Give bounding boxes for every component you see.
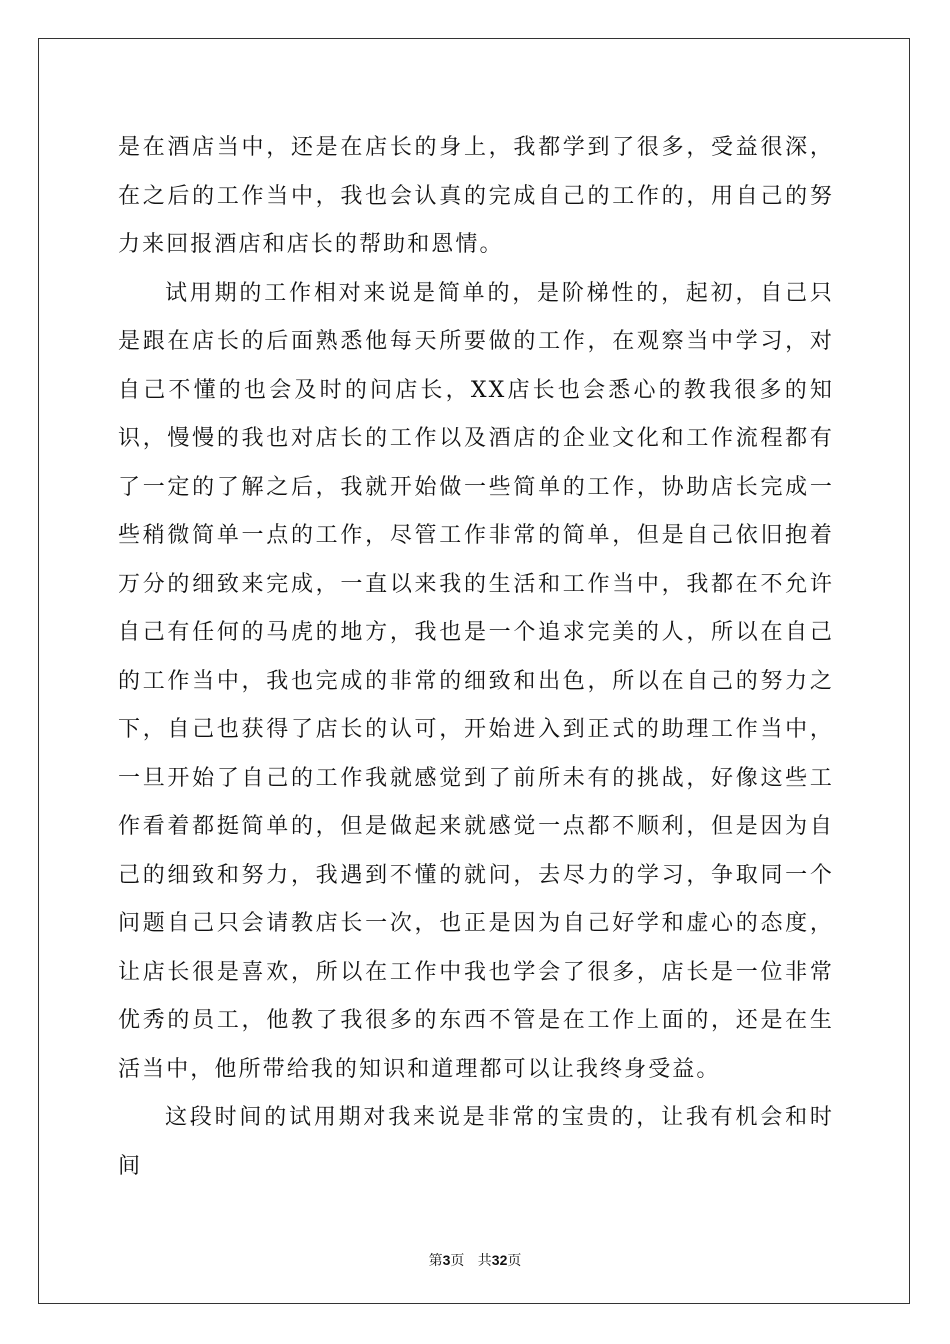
- document-body: [118, 124, 834, 1191]
- page-prefix: 第: [428, 1253, 443, 1269]
- paragraph-3: 这段时间的试用期对我来说是非常的宝贵的，让我有机会和时间: [118, 1105, 834, 1179]
- total-suffix: 页: [507, 1253, 522, 1269]
- page-footer: [0, 1250, 950, 1270]
- page-suffix: 页: [450, 1253, 465, 1269]
- paragraph-2: 试用期的工作相对来说是简单的，是阶梯性的，起初，自己只是跟在店长的后面熟悉他每天所要做的工作，在观察当中学习，对自己不懂的也会及时的问店长，XX店长也会悉心的教我很多的知识，慢慢的我也对店长的工作以及酒店的企业文化和工作流程都有了一定的了解之后，我就开始做一些简单的工作，协助店长完成一些稍微简单一点的工作，尽管工作非常的简单，但是自己依旧抱着万分的细致来完成，一直以来我的生活和工作当中，我都在不允许自己有任何的马虎的地方，我也是一个追求完美的人，所以在自己的工作当中，我也完成的非常的细致和出色，所以在自己的努力之下，自己也获得了店长的认可，开始进入到正式的助理工作当中，一旦开始了自己的工作我就感觉到了前所未有的挑战，好像这些工作看着都挺简单的，但是做起来就感觉一点都不顺利，但是因为自己的细致和努力，我遇到不懂的就问，去尽力的学习，争取同一个问题自己只会请教店长一次，也正是因为自己好学和虚心的态度，让店长很是喜欢，所以在工作中我也学会了很多，店长是一位非常优秀的员工，他教了我很多的东西不管是在工作上面的，还是在生活当中，他所带给我的知识和道理都可以让我终身受益。: [118, 280, 834, 1082]
- page-total: 32: [491, 1252, 508, 1268]
- page-current: 3: [442, 1252, 451, 1268]
- paragraph-1: 是在酒店当中，还是在店长的身上，我都学到了很多，受益很深，在之后的工作当中，我也会认真的完成自己的工作的，用自己的努力来回报酒店和店长的帮助和恩情。: [118, 135, 834, 257]
- total-prefix: 共: [477, 1253, 492, 1269]
